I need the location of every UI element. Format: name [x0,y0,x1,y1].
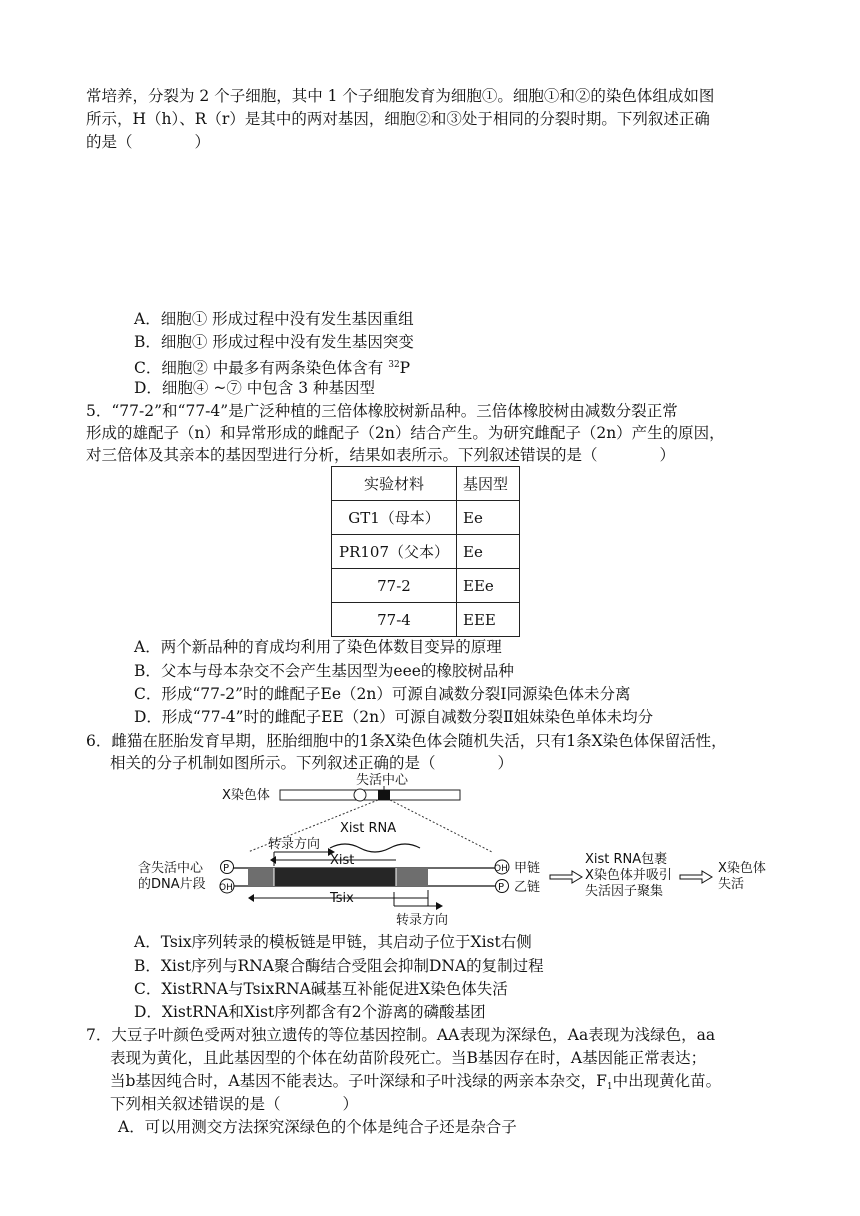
arrow-left-icon [270,856,276,864]
arrow-right-icon [436,902,443,910]
dna-fragment-label-line1: 含失活中心 [138,861,204,876]
table-cell: 77-2 [332,569,457,603]
q5-option-a: A．两个新品种的育成均利用了染色体数目变异的原理 [134,638,502,656]
table-header: 基因型 [457,467,520,501]
table-row [332,603,520,637]
centromere [354,789,366,801]
table-cell: EEe [457,569,520,603]
tsix-label: Tsix [330,891,354,906]
table-cell: EEE [457,603,520,637]
q5-stem-line1: 5．“77-2”和“77-4”是广泛种植的三倍体橡胶树新品种。三倍体橡胶树由减数分裂正常 [86,402,678,420]
arrow-left-icon [248,894,254,902]
q7-option-a: A．可以用测交方法探究深绿色的个体是纯合子还是杂合子 [118,1118,517,1136]
transcription-direction-top-label: 转录方向 [268,837,321,852]
q4-option-c: C．细胞② 中最多有两条染色体含有 $^{32}$P [134,359,411,377]
q5-stem-line3: 对三倍体及其亲本的基因型进行分析，结果如表所示。下列叙述错误的是（ ） [86,446,676,464]
q7-stem-line4: 下列相关叙述错误的是（ ） [110,1095,359,1113]
q6-option-b: B．Xist序列与RNA聚合酶结合受阻会抑制DNA的复制过程 [134,957,544,975]
q4-stem-line1: 常培养，分裂为 2 个子细胞，其中 1 个子细胞发育为细胞①。细胞①和②的染色体组成如图 [86,87,715,105]
table-cell: Ee [457,535,520,569]
q5-option-c: C．形成“77-2”时的雌配子Ee（2n）可源自减数分裂Ⅰ同源染色体未分离 [134,685,631,703]
q4-stem-line2: 所示，H（h）、R（r）是其中的两对基因，细胞②和③处于相同的分裂时期。下列叙述正确 [86,110,710,128]
svg-text:OH: OH [219,883,233,893]
inactivation-center-label: 失活中心 [356,773,409,788]
dna-segment-right [396,868,428,886]
xist-rna-wave [330,844,420,852]
strand-b-label: 乙链 [514,880,541,895]
q6-option-a: A．Tsix序列转录的模板链是甲链，其启动子位于Xist右侧 [134,933,532,951]
double-arrow-icon [680,871,712,883]
xist-rna-label: Xist RNA [340,821,397,836]
process-text-line1: Xist RNA包裹 [585,852,668,867]
genotype-table [331,466,520,637]
q6-stem-line1: 6．雌猫在胚胎发育早期，胚胎细胞中的1条X染色体会随机失活，只有1条X染色体保留活性， [86,732,727,750]
x-chromosome-label: X染色体 [222,788,270,803]
q5-option-d: D．形成“77-4”时的雌配子EE（2n）可源自减数分裂Ⅱ姐妹染色单体未均分 [134,708,654,726]
x-chromosome [280,790,460,800]
result-text-line1: X染色体 [718,861,766,876]
inactivation-center-band [378,790,390,800]
table-row [332,535,520,569]
q4-option-d: D．细胞④ ~⑦ 中包含 3 种基因型 [134,379,375,397]
q6-option-c: C．XistRNA与TsixRNA碱基互补能促进X染色体失活 [134,980,508,998]
q6-option-d: D．XistRNA和Xist序列都含有2个游离的磷酸基团 [134,1003,486,1021]
q5-stem-line2: 形成的雄配子（n）和异常形成的雌配子（2n）结合产生。为研究雌配子（2n）产生的原因， [86,424,725,442]
q4-option-a: A．细胞① 形成过程中没有发生基因重组 [134,310,414,328]
q7-stem-line3: 当b基因纯合时，A基因不能表达。子叶深绿和子叶浅绿的两亲本杂交，$F_1$中出现黄化苗。 [110,1072,722,1092]
table-cell: Ee [457,501,520,535]
svg-text:OH: OH [494,864,508,874]
dna-fragment-label-line2: 的DNA片段 [138,877,206,892]
x-inactivation-diagram [130,772,780,930]
q4-option-b: B．细胞① 形成过程中没有发生基因突变 [134,333,414,351]
xist-segment [274,868,396,886]
table-cell: PR107（父本） [332,535,457,569]
svg-text:P: P [498,882,505,893]
table-row [332,569,520,603]
table-cell: 77-4 [332,603,457,637]
table-header-row [332,467,520,501]
transcription-direction-bottom-label: 转录方向 [396,913,449,928]
svg-text:P: P [223,863,230,874]
q4-stem-line3: 的是（ ） [86,133,211,151]
table-header: 实验材料 [332,467,457,501]
q6-stem-line2: 相关的分子机制如图所示。下列叙述正确的是（ ） [110,754,514,772]
q7-stem-line2: 表现为黄化，且此基因型的个体在幼苗阶段死亡。当B基因存在时，A基因能正常表达； [110,1049,707,1067]
double-arrow-icon [550,871,582,883]
process-text-line3: 失活因子聚集 [585,884,664,899]
table-cell: GT1（母本） [332,501,457,535]
strand-a-label: 甲链 [514,861,541,876]
result-text-line2: 失活 [718,877,745,892]
process-text-line2: X染色体并吸引 [585,868,672,883]
table-row [332,501,520,535]
q7-stem-line1: 7．大豆子叶颜色受两对独立遗传的等位基因控制。AA表现为深绿色，Aa表现为浅绿色，aa [86,1026,716,1044]
q5-option-b: B．父本与母本杂交不会产生基因型为eee的橡胶树品种 [134,662,514,680]
dna-segment-left [248,868,274,886]
xist-label: Xist [330,853,355,868]
